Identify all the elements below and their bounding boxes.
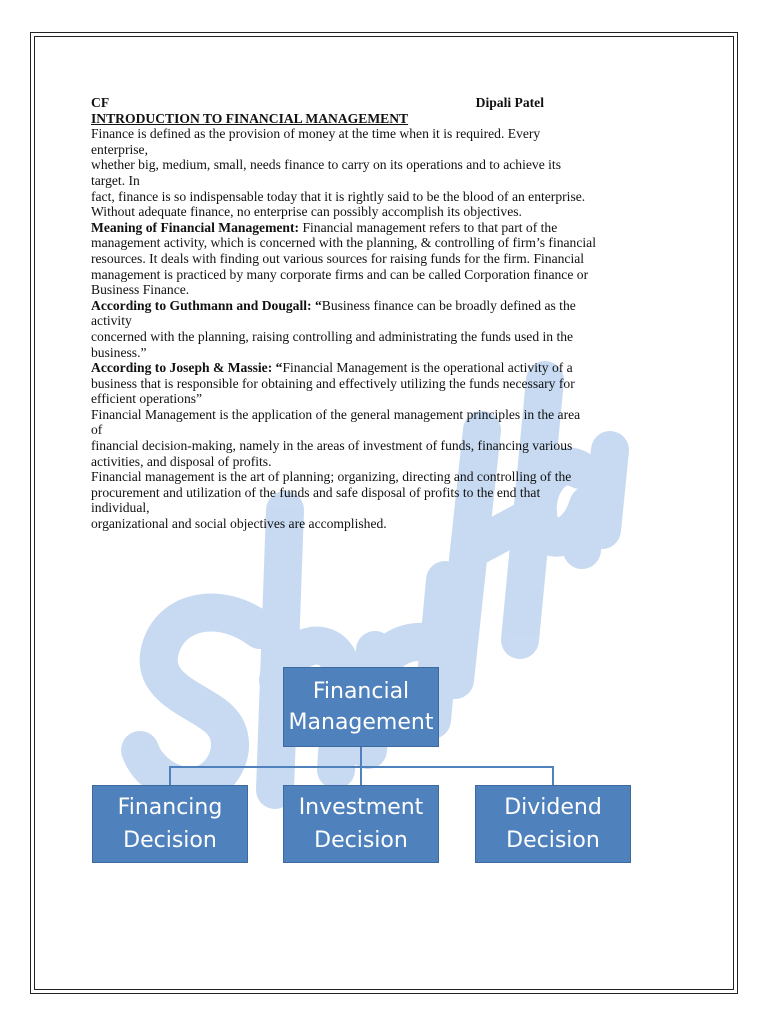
paragraph-art-of-planning: Financial management is the art of planning; organizing, directing and controlling of the procurement and utilization of the funds and safe disposal of profits to the end that individual, organizational and social objectives are accomplished. xyxy=(91,469,572,532)
document-header xyxy=(91,95,678,111)
box-financing-decision: Financing Decision xyxy=(92,785,248,863)
paragraph-guthmann: According to Guthmann and Dougall: “Business finance can be broadly defined as the activity concerned with the planning, raising controlling and administrating the funds used in the business.” xyxy=(91,297,576,360)
box-investment-decision: Investment Decision xyxy=(283,785,439,863)
document-title: INTRODUCTION TO FINANCIAL MANAGEMENT xyxy=(91,110,409,126)
paragraph-application: Financial Management is the application of the general management principles in the area of financial decision-making, namely in the areas of investment of funds, financing various activities, and disposal of profits. xyxy=(91,406,581,469)
box-financial-management: Financial Management xyxy=(283,667,439,747)
paragraph-definition: Finance is defined as the provision of money at the time when it is required. Every enterprise, whether big, medium, small, needs finance to carry on its operations and to achieve its target. In fact, finance is so indispensable today that it is rightly said to be the blood of an enterprise. Without adequate finance, no enterprise can possibly accomplish its objectives. xyxy=(91,126,586,220)
box-dividend-decision: Dividend Decision xyxy=(475,785,631,863)
document-body xyxy=(91,95,678,532)
paragraph-joseph-massie: According to Joseph & Massie: “Financial Management is the operational activity of a business that is responsible for obtaining and effectively utilizing the funds necessary for efficient operations” xyxy=(91,360,575,407)
course-code: CF xyxy=(91,95,110,110)
author-name: Dipali Patel xyxy=(475,95,544,110)
paragraph-meaning: Meaning of Financial Management: Financial management refers to that part of the management activity, which is concerned with the planning, & controlling of firm’s financial resources. It deals with finding out various sources for raising funds for the firm. Financial management is practiced by many corporate firms and can be called Corporation finance or Business Finance. xyxy=(91,219,596,298)
